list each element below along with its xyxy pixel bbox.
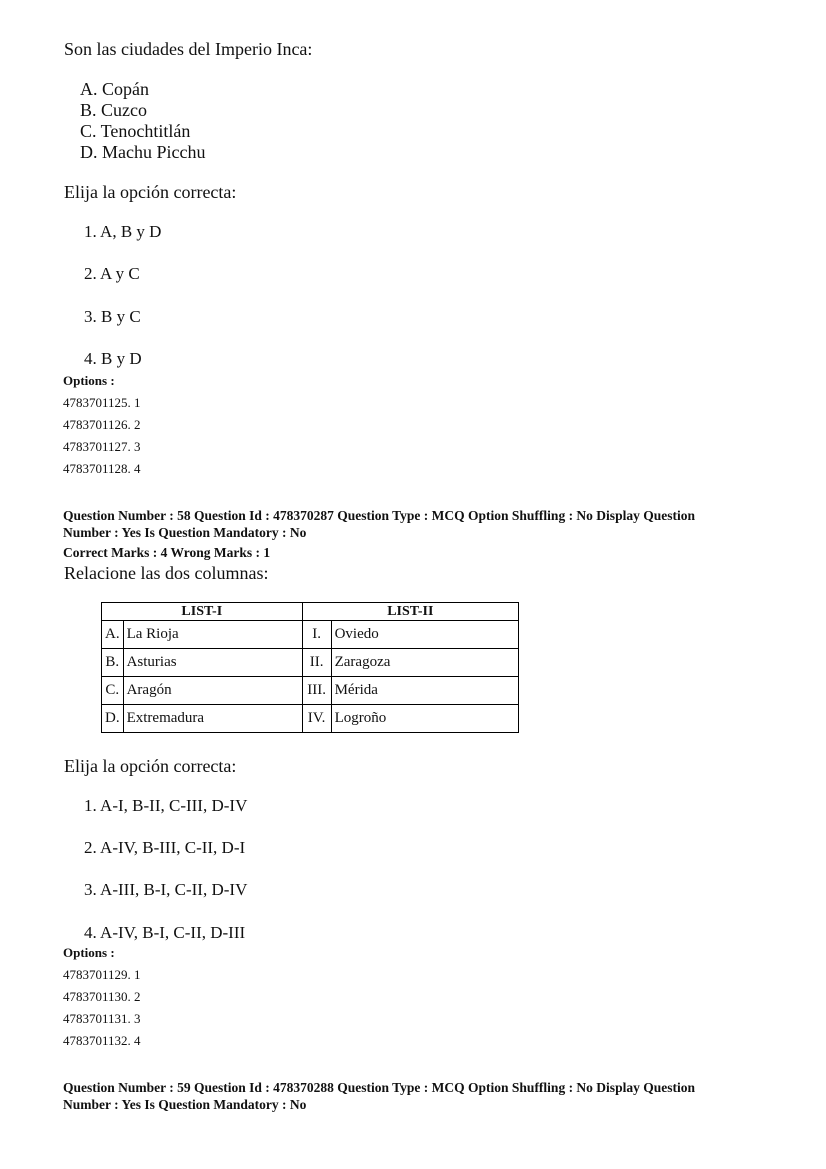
list-item: A. Copán	[80, 79, 149, 99]
row-numeral: I.	[302, 621, 331, 649]
row-letter: B.	[102, 649, 124, 677]
answer-choice: 3. A-III, B-I, C-II, D-IV	[84, 880, 248, 899]
instruction-text: Elija la opción correcta:	[64, 756, 237, 776]
row-numeral: IV.	[302, 705, 331, 733]
answer-choice: 2. A-IV, B-III, C-II, D-I	[84, 838, 246, 857]
answer-choice: 3. B y C	[84, 307, 141, 326]
list2-value: Zaragoza	[331, 649, 518, 677]
list2-value: Oviedo	[331, 621, 518, 649]
option-id: 4783701130. 2	[63, 989, 141, 1004]
answer-choice: 1. A-I, B-II, C-III, D-IV	[84, 796, 248, 815]
table-row	[102, 705, 519, 733]
options-label: Options :	[63, 373, 115, 388]
list1-value: Asturias	[123, 649, 302, 677]
match-table	[101, 602, 519, 733]
list1-value: La Rioja	[123, 621, 302, 649]
options-label: Options :	[63, 945, 115, 960]
list-item: D. Machu Picchu	[80, 142, 206, 162]
question-marks: Correct Marks : 4 Wrong Marks : 1	[63, 545, 271, 560]
option-id: 4783701131. 3	[63, 1011, 141, 1026]
list1-value: Aragón	[123, 677, 302, 705]
table-row	[102, 621, 519, 649]
option-id: 4783701127. 3	[63, 439, 141, 454]
answer-choice: 4. B y D	[84, 349, 142, 368]
question-text: Son las ciudades del Imperio Inca:	[64, 39, 313, 59]
question-meta: Question Number : 59 Question Id : 478370288 Question Type : MCQ Option Shuffling : No Display Question	[63, 1080, 695, 1095]
row-numeral: II.	[302, 649, 331, 677]
option-id: 4783701128. 4	[63, 461, 141, 476]
list2-value: Logroño	[331, 705, 518, 733]
question-meta: Number : Yes Is Question Mandatory : No	[63, 525, 307, 540]
option-id: 4783701125. 1	[63, 395, 141, 410]
row-letter: A.	[102, 621, 124, 649]
list-item: B. Cuzco	[80, 100, 147, 120]
table-header-row	[102, 603, 519, 621]
instruction-text: Elija la opción correcta:	[64, 182, 237, 202]
column-header: LIST-I	[102, 603, 303, 621]
option-id: 4783701132. 4	[63, 1033, 141, 1048]
table-row	[102, 677, 519, 705]
column-header: LIST-II	[302, 603, 518, 621]
list1-value: Extremadura	[123, 705, 302, 733]
row-numeral: III.	[302, 677, 331, 705]
list2-value: Mérida	[331, 677, 518, 705]
option-id: 4783701126. 2	[63, 417, 141, 432]
row-letter: C.	[102, 677, 124, 705]
question-meta: Question Number : 58 Question Id : 478370287 Question Type : MCQ Option Shuffling : No Display Question	[63, 508, 695, 523]
option-id: 4783701129. 1	[63, 967, 141, 982]
answer-choice: 4. A-IV, B-I, C-II, D-III	[84, 923, 246, 942]
list-item: C. Tenochtitlán	[80, 121, 191, 141]
answer-choice: 2. A y C	[84, 264, 140, 283]
answer-choice: 1. A, B y D	[84, 222, 162, 241]
question-text: Relacione las dos columnas:	[64, 563, 269, 583]
row-letter: D.	[102, 705, 124, 733]
table-row	[102, 649, 519, 677]
question-meta: Number : Yes Is Question Mandatory : No	[63, 1097, 307, 1112]
